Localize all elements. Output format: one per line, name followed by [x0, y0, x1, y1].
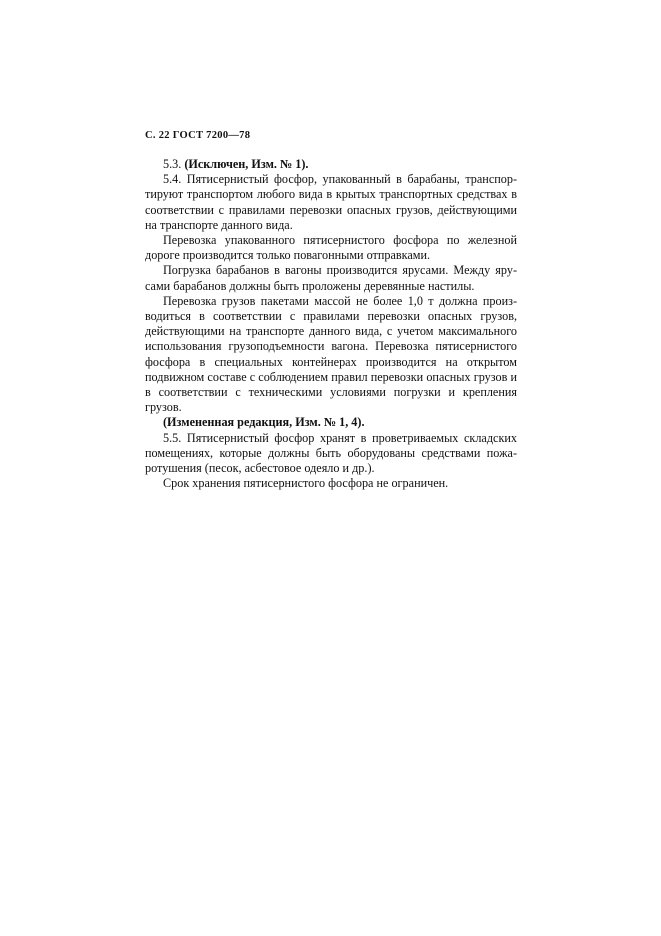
paragraph-rail-transport: Перевозка упакованного пятисернистого фосфора по железной дороге производится только повагонными отправками.	[145, 233, 517, 263]
clause-5-3	[145, 157, 517, 172]
clause-5-3-number: 5.3.	[163, 157, 185, 171]
clause-5-5: 5.5. Пятисернистый фосфор хранят в проветриваемых складских помещениях, которые должны быть оборудованы средствами пожаротушения (песок, асбестовое одеяло и др.).	[145, 430, 517, 476]
document-body	[145, 157, 517, 491]
paragraph-packages: Перевозка грузов пакетами массой не более 1,0 т должна производиться в соответствии с правилами перевозки опасных грузов, действующими на транспорте данного вида, с учетом максимального использования грузоподъемности вагона. Перевозка пятисернистого фосфора в специальных контейнерах производится на открытом подвижном составе с соблюдением правил перевозки опасных грузов и в соответствии с техническими условиями погрузки и крепления грузов.	[145, 293, 517, 415]
clause-5-4: 5.4. Пятисернистый фосфор, упакованный в барабаны, транспортируют транспортом любого вида в крытых транспортных средствах в соответствии с правилами перевозки опасных грузов, действующими на транспорте данного вида.	[145, 172, 517, 232]
clause-5-3-status: (Исключен, Изм. № 1).	[184, 157, 309, 171]
amendment-note: (Измененная редакция, Изм. № 1, 4).	[163, 415, 365, 430]
page-header: С. 22 ГОСТ 7200—78	[145, 130, 251, 141]
paragraph-loading: Погрузка барабанов в вагоны производится ярусами. Между ярусами барабанов должны быть проложены деревянные настилы.	[145, 263, 517, 293]
paragraph-storage-term: Срок хранения пятисернистого фосфора не ограничен.	[163, 476, 449, 491]
